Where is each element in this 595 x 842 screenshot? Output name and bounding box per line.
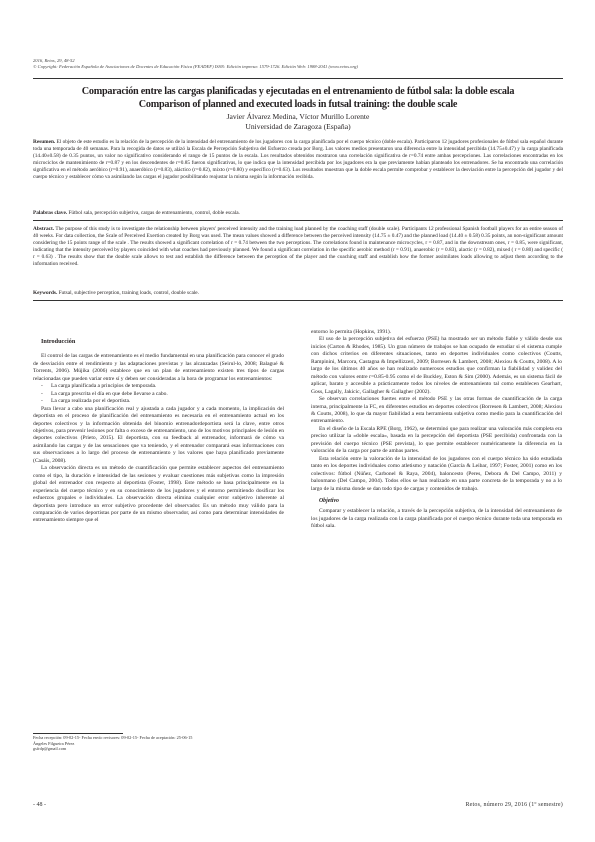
abstract-rule-bottom [33,300,563,301]
paragraph: Comparar y establecer la relación, a través de la percepción subjetiva, de la intensidad del entrenamiento de los jugadores de la carga realizada con la carga planificada por el cuerpo técnico durante toda una temporada en fútbol sala. [311,508,562,530]
palabras-clave-label: Palabras clave. [33,210,68,216]
paragraph: Esta relación entre la valoración de la intensidad de los jugadores con el cuerpo técnico ha sido estudiada tanto en los deportes individuales como atletismo y natación (García & Leibar, 1997; Foster, 2001) como en los colectivos: fútbol (Núñez, Carbonel & Raya, 2004), baloncesto (Peres, Debora & Del Campo, 2011) y balonmano (Del Campo, 2004). Todos ellos se han realizado en una parte concreta de la temporada y no a lo largo de la misma donde se dan todo tipo de cargas y contenidos de trabajo. [311,455,562,492]
load-types-list [33,383,284,405]
footnote-dates: Fecha recepción: 09-02-15- Fecha envío revisores: 09-02-15- Fecha de aceptación: 25-06-15 [33,735,193,740]
abstract-text: The purpose of this study is to investigate the relationship between players' perceived intensity and the training load planned by the coaching staff (double scale). Participants 12 professional Spanish football players for an entire season of 40 weeks. For data collection, the Scale of Perceived Exertion created by Borg was used. The mean values showed a difference between the perceived intensity (14.75 ± 0.47) and the planned load (14.40 ± 0.58) 0.35 points, an non-significant amount considering the 15 points range of the scale . The results showed a significant correlation of r = 0.74 between the two perceptions. The correlations found in maintenance microcycles, r = 0.87, and in the downstream ones, r = 0.85, were significant, indicating that the intensity perceived by players coincided with what coaches had previously planned. We found a significant correlation in the specific aerobic method (r = 0.91), anaerobic (r = 0.83), alactic (r = 0.82), mixed ( r = 0.80) and specific ( r = 0.63) . The results show that the double scale allows to test and establish the difference between the perception of the player and the coaching staff and establish how the former assimilates loads allowing to adjust them according to the information received. [33,226,563,268]
list-item: - La carga planificada a principios de temporada. [41,383,157,390]
resumen-text: El objeto de este estudio es la relación de la percepción de la intensidad del entrenamiento de los jugadores con la carga planificada por el cuerpo técnico (doble escala). Participaron 12 jugadores profesionales de fútbol sala español durante toda una temporada de 40 semanas. Para la recogida de datos se utilizó la Escala de Percepción Subjetiva del Esfuerzo creada por Borg. Los valores medios presentaron una diferencia entre la intensidad percibida (14.75±0.47) y la carga planificada (14.40±0.58) de 0.35 puntos, un valor no significativo considerando el rango de 15 puntos de la escala. Los resultados obtenidos mostraron una correlación significativa de r=0.74 entre ambas percepciones. Las correlaciones encontradas en los microciclos de mantenimiento de r=0.87 y en los descendentes de r=0.85 fueron significativas, lo que indica que la intensidad percibida por los jugadores era la que previamente habían planteado los entrenadores. Se ha encontrado una correlación significativa en el método aeróbico (r=0.91), anaeróbico (r=0.83), aláctico (r=0.82), mixto (r=0.80) y específico (r=0.63). Los resultados muestran que la doble escala permite comprobar y establecer la desviación entre la percepción del jugador y del cuerpo técnico y establecer cómo va asimilando las cargas el jugador posibilitando reajustar la misma según la información recibida. [33,139,563,181]
abstract-rule-top [33,220,563,221]
journal-header [33,58,563,70]
paragraph: La observación directa es un método de cuantificación que permite establecer aspectos del entrenamiento como el tipo, la duración e intensidad de las sesiones y evaluar cuestiones más subjetivas como la impresión global del entrenador con respecto al deportista (Foster, 1998). Este método se basa principalmente en la experiencia del cuerpo técnico y en su conocimiento de los jugadores y el entorno permitiendo dosificar los esfuerzos grupales e individuales. La observación directa elimina cualquier error subjetivo inherente al deportista pero introduce un error subjetivo procedente del observador. Es un método muy válido para la comparación de varios deportistas por parte de un mismo observador, así como para determinar intensidades de entrenamiento siempre que el [33,465,284,524]
title-english: Comparison of planned and executed loads in futsal training: the double scale [138,98,458,110]
abstract-label: Abstract. [33,226,55,232]
journal-citation: 2016, Retos, 29, 48-52 [33,58,75,63]
abstract [33,226,563,268]
footnote-rule [33,733,123,734]
section-heading-introduccion: Introducción [41,338,76,345]
footnote-email[interactable]: gsfrdp@gmail.com [33,746,67,752]
keywords-text: Futsal, subjective perception, training loads, control, double scale. [58,290,199,296]
title-block [33,86,563,132]
list-item: - La carga realizada por el deportista. [41,398,131,405]
palabras-clave [33,210,563,217]
title-spanish: Comparación entre las cargas planificadas y ejecutadas en el entrenamiento de fútbol sala: la doble escala [81,86,515,97]
left-column [33,330,284,525]
paragraph: Para llevar a cabo una planificación real y ajustada a cada jugador y a cada momento, la implicación del deportista en el proceso de planificación del entrenamiento es necesaria en el entrenamiento actual en los deportes colectivos y la información obtenida del binomio entrenadordeportista será la clave, entre otros objetivos, para prevenir lesiones por falta o exceso de entrenamiento, uno de los motivos principales de lesión en deportes colectivos (Prieto, 2015). El deportista, con su feedback al entrenador, informará de cómo va asimilando las cargas y de las sensaciones que va teniendo, y el entrenador comparará esas informaciones con sus observaciones a lo largo del proceso de entrenamiento y los valores que haya planificado previamente (Casáis, 2008). [33,405,284,464]
journal-copyright: © Copyright: Federación Española de Asociaciones de Docentes de Educación Física (FEADEF) ISSN: Edición impresa: 1579-1726. Edición Web: 1988-2041 (www.retos.org) [33,64,358,69]
resumen-label: Resumen. [33,139,56,145]
authors: Javier Álvarez Medina, Víctor Murillo Lorente [226,112,370,121]
resumen [33,139,563,181]
page-number: - 48 - [33,802,46,808]
right-column [311,329,562,531]
footer-journal: Retos, número 29, 2016 (1º semestre) [465,802,563,808]
paragraph: El uso de la percepción subjetiva del esfuerzo (PSE) ha mostrado ser un método fiable y válido desde sus inicios (Carton & Rhodes, 1985). Un gran número de trabajos se han ocupado de estudiar si el sistema cumple con dichos criterios en diferentes situaciones, tanto en deportes individuales como colectivos (Coutts, Rampinini, Marcora, Castagna & Impellizzeri, 2009; Borresen & Lambert, 2008; Alexiou & Coutts, 2008). A lo largo de los últimos 40 años se han realizado numerosos estudios que confirman la fiabilidad y validez del método con valores entre r=0.85-0.95 como el de Buckley, Eston & Sim (2000). Además, es un sistema fácil de aplicar, barato y accesible a prácticamente todos los niveles de entrenamiento tal como establecen Gearhart, Goss, Lagally, Jakicic, Gallagher & Gallagher (2002). [311,336,562,395]
keywords-label: Keywords. [33,290,58,296]
footnote-contact-name: Ángeles Filgueira Pérez [33,740,75,746]
list-item: - La carga prescrita el día en que debe llevarse a cabo. [41,390,168,397]
keywords [33,290,563,297]
paragraph: El control de las cargas de entrenamiento es el medio fundamental en una planificación para conocer el grado de desviación entre el rendimiento y las adaptaciones previstas y las alcanzadas (Seirul-lo, 2008; Balagué & Torrents, 2006). Mújika (2006) establece que en un plan de entrenamiento existen tres tipos de cargas relacionadas que pueden variar entre sí y deben ser consideradas a la hora de programar los entrenamientos: [33,353,284,382]
section-heading-objetivo: Objetivo [319,497,339,504]
palabras-clave-text: Fútbol sala, percepción subjetiva, cargas de entrenamiento, control, doble escala. [68,210,240,216]
header-rule [33,78,563,79]
paragraph: Se observan correlaciones fuertes entre el método PSE y las otras formas de cuantificación de la carga interna, principalmente la FC, en diferentes estudios en deportes colectivos (Borresen & Lambert, 2008; Alexiou & Coutts, 2008), lo que da mayor fiabilidad a esta herramienta subjetiva como medio para la cuantificación del entrenamiento. [311,396,562,425]
affiliation: Universidad de Zaragoza (España) [245,122,351,131]
paragraph: En el diseño de la Escala RPE (Borg, 1962), se determinó que para realizar una valoración más completa era preciso utilizar la «doble escala», basada en la percepción del deportista (PSE percibida) confrontada con la previsión del cuerpo técnico (PSE prevista), lo que permite establecer numéricamente la diferencia en la valoración de la carga por parte de ambas partes. [311,425,562,455]
footnote [33,735,284,752]
paragraph: entorno lo permita (Hopkins, 1991). [311,329,392,335]
